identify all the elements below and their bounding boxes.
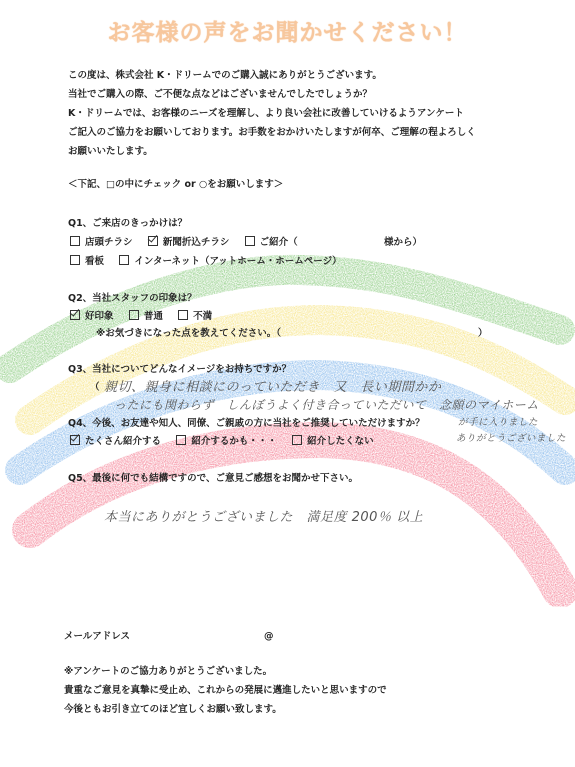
q1-referral-suffix: 様から） bbox=[384, 237, 423, 248]
q2-note: ※お気づきになった点を教えてください。（ bbox=[96, 328, 281, 339]
checkbox[interactable] bbox=[129, 310, 139, 320]
closing-line: 貴重なご意見を真摯に受止め、これからの発展に邁進したいと思いますので bbox=[64, 685, 387, 696]
q1-option-internet[interactable] bbox=[119, 256, 341, 267]
q2-option-dissatisfied[interactable] bbox=[178, 311, 212, 322]
option-label: 店頭チラシ bbox=[85, 237, 133, 248]
q3-paren-open: （ bbox=[90, 382, 100, 393]
checkbox[interactable] bbox=[176, 435, 186, 445]
q1-option-storefront-flyer[interactable] bbox=[70, 237, 133, 248]
intro-line: この度は、株式会社 K・ドリームでのご購入誠にありがとうございます。 bbox=[68, 70, 382, 81]
checkbox[interactable] bbox=[70, 236, 80, 246]
checkbox-checked[interactable] bbox=[70, 310, 80, 320]
intro-line: K・ドリームでは、お客様のニーズを理解し、より良い会社に改善していけるようアンケート bbox=[68, 108, 464, 119]
option-label: 新聞折込チラシ bbox=[162, 237, 230, 248]
q5-question: Q5、最後に何でも結構ですので、ご意見ご感想をお聞かせ下さい。 bbox=[68, 473, 358, 484]
q1-option-newspaper-flyer[interactable] bbox=[148, 237, 230, 248]
option-label: たくさん紹介する bbox=[85, 436, 162, 447]
option-label: 好印象 bbox=[85, 311, 114, 322]
intro-line: お願いいたします。 bbox=[68, 146, 153, 157]
q2-note-close: ） bbox=[478, 328, 488, 339]
email-label: メールアドレス bbox=[64, 631, 131, 642]
q4-option-not-recommend[interactable] bbox=[292, 436, 374, 447]
checkbox-checked[interactable] bbox=[148, 236, 158, 246]
checkbox[interactable] bbox=[119, 255, 129, 265]
option-label: ご紹介（ bbox=[259, 237, 298, 248]
intro-text bbox=[68, 66, 476, 161]
intro-line: 当社でご購入の際、ご不便な点などはございませんでしたでしょうか？ bbox=[68, 89, 373, 100]
checkbox[interactable] bbox=[245, 236, 255, 246]
q3-answer-line3: が手に入りました bbox=[458, 417, 539, 428]
q1-options-row1 bbox=[70, 233, 298, 252]
q4-options bbox=[70, 432, 374, 451]
q3-answer-line1: 親切、親身に相談にのっていただき 又 長い期間かか bbox=[104, 380, 442, 395]
email-at-sign: @ bbox=[264, 631, 274, 642]
q1-options-row2 bbox=[70, 252, 342, 271]
instruction-text: ＜下記、□の中にチェック or ○をお願いします＞ bbox=[68, 179, 284, 190]
option-label: 紹介するかも・・・ bbox=[191, 436, 277, 447]
option-label: 看板 bbox=[85, 256, 105, 267]
q3-answer-line2: ったにも関わらず しんぼうよく付き合っていただいて 念願のマイホーム bbox=[114, 398, 539, 412]
option-label: 紹介したくない bbox=[307, 436, 374, 447]
q3-answer-line4: ありがとうございました bbox=[456, 433, 567, 444]
checkbox-checked[interactable] bbox=[70, 435, 80, 445]
q4-option-recommend-many[interactable] bbox=[70, 436, 161, 447]
q1-option-signboard[interactable] bbox=[70, 256, 104, 267]
option-label: インターネット（アットホーム・ホームページ） bbox=[134, 256, 342, 267]
option-label: 普通 bbox=[143, 311, 163, 322]
q1-option-referral[interactable] bbox=[245, 237, 298, 248]
intro-line: ご記入のご協力をお願いしております。お手数をおかけいたしますが何卒、ご理解の程よろしく bbox=[68, 127, 476, 138]
option-label: 不満 bbox=[193, 311, 213, 322]
q2-question: Q2、当社スタッフの印象は？ bbox=[68, 293, 197, 304]
checkbox[interactable] bbox=[292, 435, 302, 445]
q4-question: Q4、今後、お友達や知人、同僚、ご親戚の方に当社をご推奨していただけますか？ bbox=[68, 418, 425, 429]
page-title: お客様の声をお聞かせください！ bbox=[107, 20, 468, 46]
q5-answer: 本当にありがとうございました 満足度 200％ 以上 bbox=[104, 510, 424, 525]
q2-option-normal[interactable] bbox=[129, 311, 163, 322]
q3-question: Q3、当社についてどんなイメージをお持ちですか？ bbox=[68, 364, 292, 375]
q1-question: Q1、ご来店のきっかけは？ bbox=[68, 218, 188, 229]
q4-option-maybe[interactable] bbox=[176, 436, 277, 447]
checkbox[interactable] bbox=[178, 310, 188, 320]
checkbox[interactable] bbox=[70, 255, 80, 265]
q2-option-good[interactable] bbox=[70, 311, 114, 322]
closing-text bbox=[64, 662, 387, 719]
closing-line: ※アンケートのご協力ありがとうございました。 bbox=[64, 666, 273, 677]
closing-line: 今後ともお引き立てのほど宜しくお願い致します。 bbox=[64, 704, 282, 715]
